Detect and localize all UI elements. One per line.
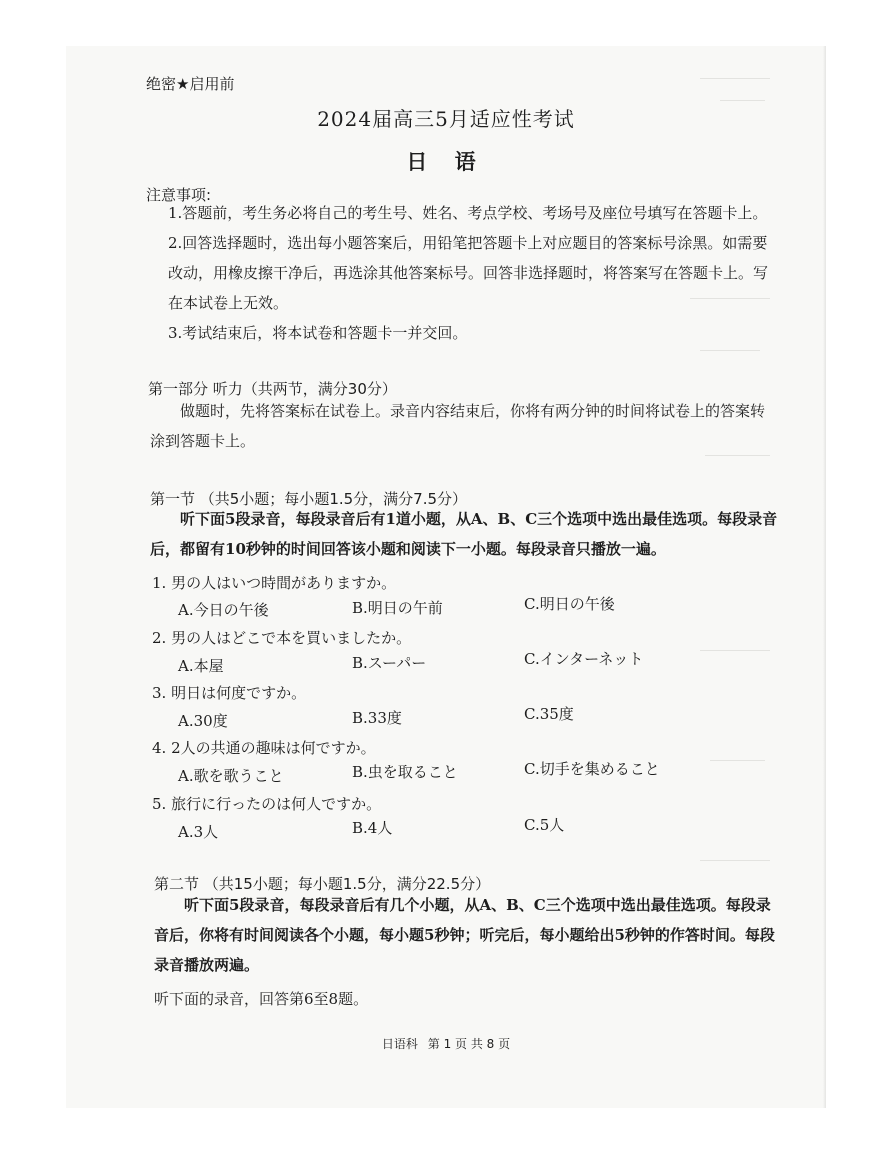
section1-instruction: 听下面5段录音，每段录音后有1道小题，从A、B、C三个选项中选出最佳选项。每段录音后，都留有10秒钟的时间回答该小题和阅读下一小题。每段录音只播放一遍。 xyxy=(150,510,778,558)
option-a-3: A.30度 xyxy=(178,712,228,730)
option-b-2: B.スーパー xyxy=(352,654,427,672)
page-footer xyxy=(0,1035,892,1052)
option-a-1: A.今日の午後 xyxy=(178,601,269,619)
section2-title: 第二节 （共15小题；每小题1.5分，满分22.5分） xyxy=(154,875,491,893)
option-a-4: A.歌を歌うこと xyxy=(178,767,284,785)
option-a-5: A.3人 xyxy=(178,823,219,841)
option-b-5: B.4人 xyxy=(352,819,393,837)
option-c-2: C.インターネット xyxy=(524,650,644,668)
question-stem-1: 1. 男の人はいつ時間がありますか。 xyxy=(152,574,397,592)
notes-title: 注意事项: xyxy=(146,186,212,204)
question-stem-2: 2. 男の人はどこで本を買いましたか。 xyxy=(152,629,412,647)
part1-title: 第一部分 听力（共两节，满分30分） xyxy=(148,380,397,398)
footer-subject: 日语科 xyxy=(381,1037,418,1051)
option-b-4: B.虫を取ること xyxy=(352,763,458,781)
option-c-1: C.明日の午後 xyxy=(524,595,615,613)
section1-title: 第一节 （共5小题；每小题1.5分，满分7.5分） xyxy=(150,490,468,508)
footer-page-number: 第 1 页 共 8 页 xyxy=(427,1037,511,1051)
option-b-3: B.33度 xyxy=(352,709,402,727)
question-stem-3: 3. 明日は何度ですか。 xyxy=(152,684,307,702)
note-item-2: 2.回答选择题时，选出每小题答案后，用铅笔把答题卡上对应题目的答案标号涂黑。如需要改动，用橡皮擦干净后，再选涂其他答案标号。回答非选择题时，将答案写在答题卡上。写在本试卷上无效。 xyxy=(168,234,769,312)
question-stem-4: 4. 2人の共通の趣味は何ですか。 xyxy=(152,739,376,757)
part1-instruction: 做题时，先将答案标在试卷上。录音内容结束后，你将有两分钟的时间将试卷上的答案转涂到答题卡上。 xyxy=(150,402,766,450)
section2-instruction: 听下面5段录音，每段录音后有几个小题，从A、B、C三个选项中选出最佳选项。每段录音后，你将有时间阅读各个小题，每小题5秒钟；听完后，每小题给出5秒钟的作答时间。每段录音播放两遍。 xyxy=(154,896,775,974)
confidential-label: 绝密★启用前 xyxy=(146,75,235,93)
option-b-1: B.明日の午前 xyxy=(352,599,443,617)
option-c-3: C.35度 xyxy=(524,705,574,723)
exam-title: 2024届高三5月适应性考试 xyxy=(317,107,575,131)
note-item-3: 3.考试结束后，将本试卷和答题卡一并交回。 xyxy=(168,324,468,342)
note-item-1: 1.答题前，考生务必将自己的考生号、姓名、考点学校、考场号及座位号填写在答题卡上。 xyxy=(168,204,768,222)
section2-sub-instruction: 听下面的录音，回答第6至8题。 xyxy=(154,990,369,1008)
option-c-4: C.切手を集めること xyxy=(524,760,660,778)
option-a-2: A.本屋 xyxy=(178,657,224,675)
question-stem-5: 5. 旅行に行ったのは何人ですか。 xyxy=(152,795,382,813)
option-c-5: C.5人 xyxy=(524,816,565,834)
subject-title: 日 语 xyxy=(406,149,486,174)
